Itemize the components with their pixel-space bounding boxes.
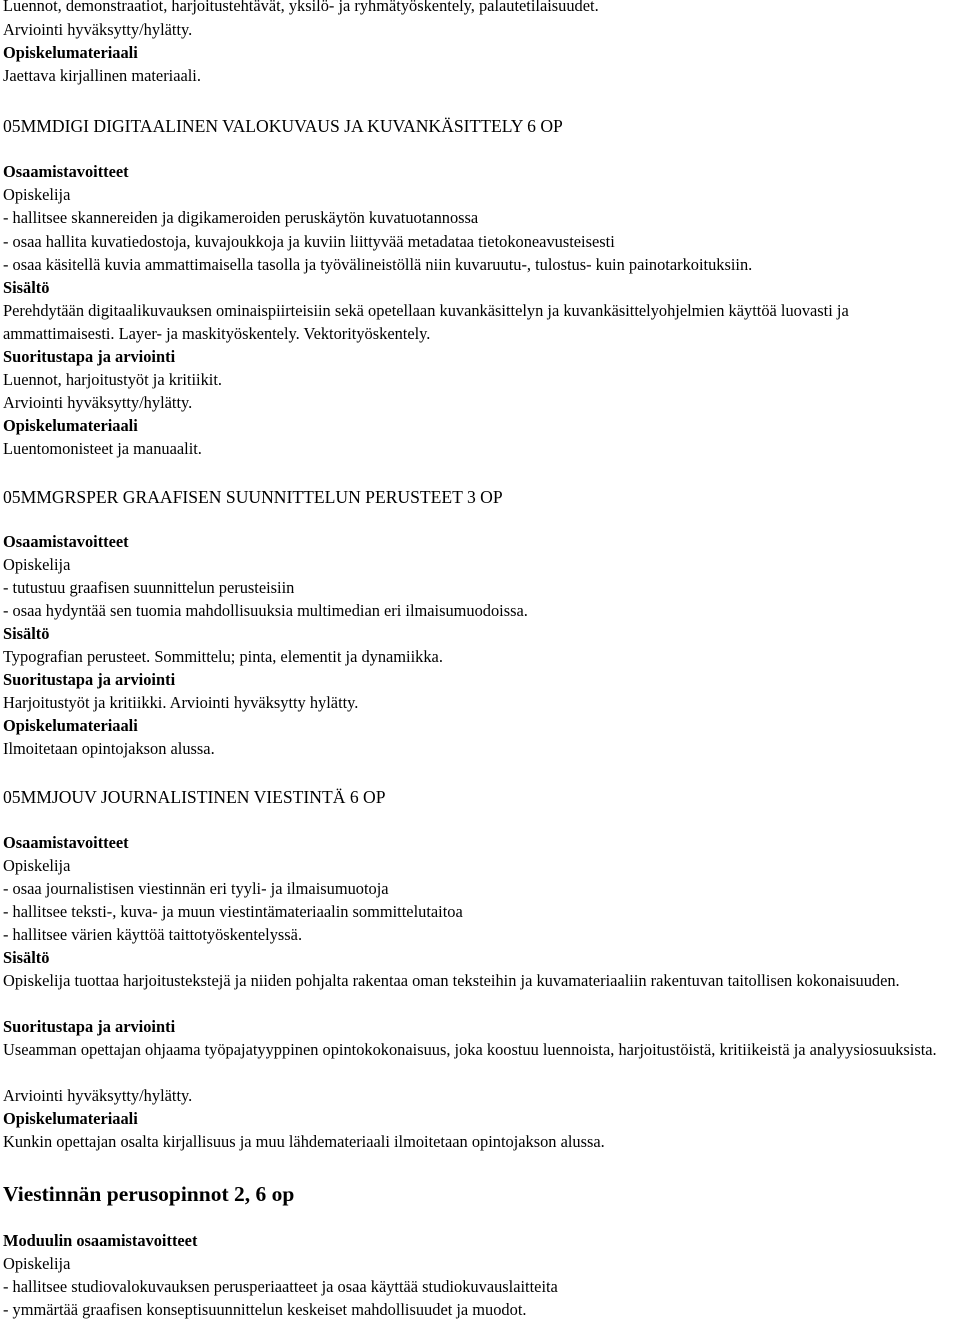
goal-item: - hallitsee teksti-, kuva- ja muun viestintämateriaalin sommittelutaitoa xyxy=(3,902,463,921)
goal-item: - osaa journalistisen viestinnän eri tyyli- ja ilmaisumuotoja xyxy=(3,879,389,898)
assessment-text: Arviointi hyväksytty/hylätty. xyxy=(3,393,193,412)
method-text: Luennot, harjoitustyöt ja kritiikit. xyxy=(3,370,222,389)
module-title: Viestinnän perusopinnot 2, 6 op xyxy=(3,1182,295,1206)
top-assessment-text: Arviointi hyväksytty/hylätty. xyxy=(3,20,193,39)
materials-heading: Opiskelumateriaali xyxy=(3,1109,138,1128)
method-heading: Suoritustapa ja arviointi xyxy=(3,670,176,689)
course-title-digi: 05MMDIGI DIGITAALINEN VALOKUVAUS JA KUVANKÄSITTELY 6 OP xyxy=(3,116,563,136)
goal-item: - tutustuu graafisen suunnittelun perusteisiin xyxy=(3,578,295,597)
top-materials-heading: Opiskelumateriaali xyxy=(3,43,138,62)
content-text: Typografian perusteet. Sommittelu; pinta, elementit ja dynamiikka. xyxy=(3,647,443,666)
materials-text: Luentomonisteet ja manuaalit. xyxy=(3,439,202,458)
content-heading: Sisältö xyxy=(3,948,50,967)
materials-heading: Opiskelumateriaali xyxy=(3,716,138,735)
goal-item: - hallitsee skannereiden ja digikameroiden peruskäytön kuvatuotannossa xyxy=(3,208,479,227)
goal-item: - osaa hallita kuvatiedostoja, kuvajoukkoja ja kuviin liittyvää metadataa tietokoneavusteisesti xyxy=(3,232,615,251)
student-label: Opiskelija xyxy=(3,555,71,574)
goals-heading: Osaamistavoitteet xyxy=(3,833,129,852)
materials-text: Ilmoitetaan opintojakson alussa. xyxy=(3,739,215,758)
materials-heading: Opiskelumateriaali xyxy=(3,416,138,435)
assessment-text: Arviointi hyväksytty/hylätty. xyxy=(3,1086,193,1105)
goal-item: - hallitsee studiovalokuvauksen perusperiaatteet ja osaa käyttää studiokuvauslaitteita xyxy=(3,1277,558,1296)
goal-item: - ymmärtää graafisen konseptisuunnittelun keskeiset mahdollisuudet ja muodot. xyxy=(3,1300,527,1319)
student-label: Opiskelija xyxy=(3,856,71,875)
student-label: Opiskelija xyxy=(3,1254,71,1273)
top-materials-text: Jaettava kirjallinen materiaali. xyxy=(3,66,201,85)
method-heading: Suoritustapa ja arviointi xyxy=(3,1017,176,1036)
method-text: Useamman opettajan ohjaama työpajatyyppinen opintokokonaisuus, joka koostuu luennoista, harjoitustöistä, kritiikeistä ja analyysiosuuksista. xyxy=(3,1040,937,1059)
goals-heading: Osaamistavoitteet xyxy=(3,162,129,181)
goal-item: - osaa käsitellä kuvia ammattimaisella tasolla ja työvälineistöllä niin kuvaruutu-, tulostus- kuin painotarkoituksiin. xyxy=(3,255,753,274)
content-heading: Sisältö xyxy=(3,278,50,297)
course-title-jouv: 05MMJOUV JOURNALISTINEN VIESTINTÄ 6 OP xyxy=(3,787,386,807)
method-heading: Suoritustapa ja arviointi xyxy=(3,347,176,366)
top-method-text: Luennot, demonstraatiot, harjoitustehtävät, yksilö- ja ryhmätyöskentely, palautetilaisuudet. xyxy=(3,0,599,15)
materials-text: Kunkin opettajan osalta kirjallisuus ja muu lähdemateriaali ilmoitetaan opintojakson alussa. xyxy=(3,1132,605,1151)
content-text: Opiskelija tuottaa harjoitustekstejä ja niiden pohjalta rakentaa oman teksteihin ja kuvamateriaaliin rakentuvan taitollisen kokonaisuuden. xyxy=(3,971,900,990)
content-heading: Sisältö xyxy=(3,624,50,643)
goals-heading: Osaamistavoitteet xyxy=(3,532,129,551)
content-text: Perehdytään digitaalikuvauksen ominaispiirteisiin sekä opetellaan kuvankäsittelyn ja kuvankäsittelyohjelmien käyttöä luovasti ja ammattimaisesti. Layer- ja maskityöskentely. Vektorityöskentely. xyxy=(3,301,849,344)
student-label: Opiskelija xyxy=(3,185,71,204)
goal-item: - hallitsee värien käyttöä taittotyöskentelyssä. xyxy=(3,925,303,944)
course-title-grsper: 05MMGRSPER GRAAFISEN SUUNNITTELUN PERUSTEET 3 OP xyxy=(3,487,503,507)
goal-item: - osaa hydyntää sen tuomia mahdollisuuksia multimedian eri ilmaisumuodoissa. xyxy=(3,601,528,620)
method-text: Harjoitustyöt ja kritiikki. Arviointi hyväksytty hylätty. xyxy=(3,693,359,712)
module-goals-heading: Moduulin osaamistavoitteet xyxy=(3,1231,198,1250)
